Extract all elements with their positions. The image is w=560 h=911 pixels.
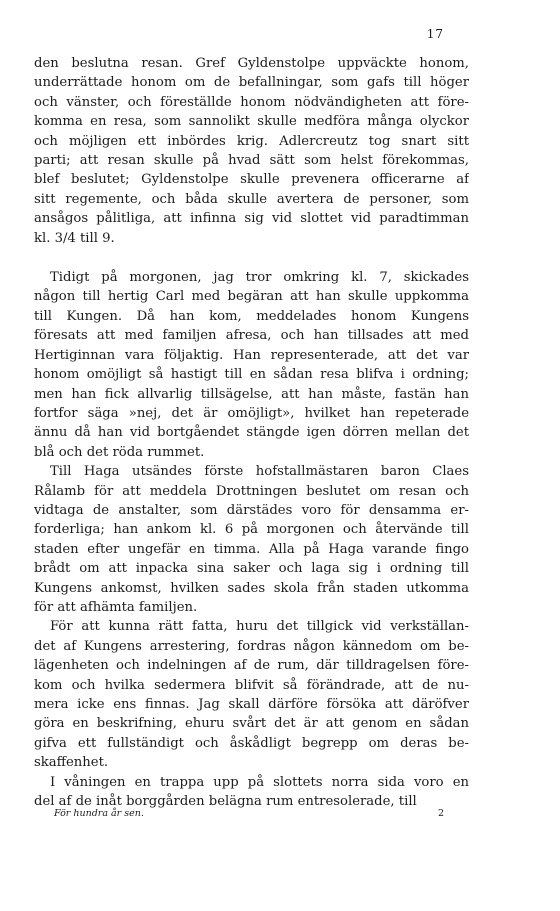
signature-mark: 2 — [437, 808, 444, 819]
text-line: det af Kungens arrestering, fordras någon kännedom om be- — [34, 638, 469, 654]
page-footer — [54, 808, 444, 819]
text-line: Kungens ankomst, hvilken sades skola från staden utkomma — [34, 580, 469, 596]
body-text — [34, 54, 469, 811]
text-line: underrättade honom om de befallningar, som gafs till höger — [34, 75, 469, 91]
text-line: För att kunna rätt fatta, huru det tillgick vid verkställan- — [50, 619, 469, 635]
text-line: staden efter ungefär en timma. Alla på Haga varande fingo — [34, 541, 469, 557]
text-line: Till Haga utsändes förste hofstallmästaren baron Claes — [50, 464, 469, 480]
text-line: och vänster, och föreställde honom nödvändigheten att före- — [34, 94, 469, 110]
text-line: I våningen en trappa upp på slottets norra sida voro en — [50, 774, 469, 790]
text-line: honom omöjligt så hastigt till en sådan resa blifva i ordning; — [34, 367, 469, 383]
running-title: För hundra år sen. — [54, 808, 144, 819]
paragraph — [34, 773, 469, 812]
text-line: mera icke ens finnas. Jag skall därföre försöka att däröfver — [34, 697, 469, 712]
paragraph — [34, 617, 469, 772]
text-line: Tidigt på morgonen, jag tror omkring kl. 7, skickades — [50, 270, 469, 286]
text-line: blå och det röda rummet. — [34, 444, 205, 460]
text-line: den beslutna resan. Gref Gyldenstolpe uppväckte honom, — [34, 56, 469, 71]
text-line: lägenheten och indelningen af de rum, där tilldragelsen före- — [34, 658, 469, 674]
text-line: sitt regemente, och båda skulle avertera de personer, som — [34, 191, 469, 207]
paragraph — [34, 54, 469, 248]
text-line: kom och hvilka sedermera blifvit så förändrade, att de nu- — [34, 677, 469, 693]
text-line: föresats att med familjen afresa, och han tillsades att med — [34, 328, 469, 344]
text-line: forderliga; han ankom kl. 6 på morgonen och återvände till — [34, 522, 469, 538]
text-line: parti; att resan skulle på hvad sätt som helst förekommas, — [34, 153, 469, 169]
text-line: för att afhämta familjen. — [34, 599, 198, 615]
text-line: någon till hertig Carl med begäran att han skulle uppkomma — [34, 289, 469, 305]
text-line: och möjligen ett inbördes krig. Adlercreutz tog snart sitt — [34, 133, 469, 149]
paragraph — [34, 268, 469, 462]
paragraph — [34, 462, 469, 617]
text-line: del af de inåt borggården belägna rum entresolerade, till — [34, 794, 417, 810]
text-line: Hertiginnan vara följaktig. Han representerade, att det var — [34, 347, 469, 363]
paragraph-gap — [34, 248, 469, 268]
text-line: ännu då han vid bortgåendet stängde igen dörren mellan det — [34, 425, 469, 441]
text-line: vidtaga de anstalter, som därstädes voro för densamma er- — [34, 502, 469, 518]
text-line: ansågos pålitliga, att infinna sig vid slottet vid paradtimman — [34, 211, 469, 227]
text-line: skaffenhet. — [34, 755, 109, 771]
page-number: 17 — [426, 27, 444, 41]
text-line: komma en resa, som sannolikt skulle medföra många olyckor — [34, 114, 469, 130]
text-line: göra en beskrifning, ehuru svårt det är att genom en sådan — [34, 716, 469, 732]
text-line: brådt om att inpacka sina saker och laga sig i ordning till — [34, 561, 469, 577]
text-line: fortfor säga »nej, det är omöjligt», hvilket han repeterade — [34, 405, 469, 421]
text-line: kl. 3/4 till 9. — [34, 230, 115, 246]
text-line: gifva ett fullständigt och åskådligt begrepp om deras be- — [34, 735, 469, 751]
text-line: till Kungen. Då han kom, meddelades honom Kungens — [34, 308, 469, 324]
text-line: men han fick allvarlig tillsägelse, att han måste, fastän han — [34, 386, 469, 402]
text-line: blef beslutet; Gyldenstolpe skulle prevenera officerarne af — [34, 172, 469, 188]
text-line: Rålamb för att meddela Drottningen beslutet om resan och — [34, 483, 469, 499]
